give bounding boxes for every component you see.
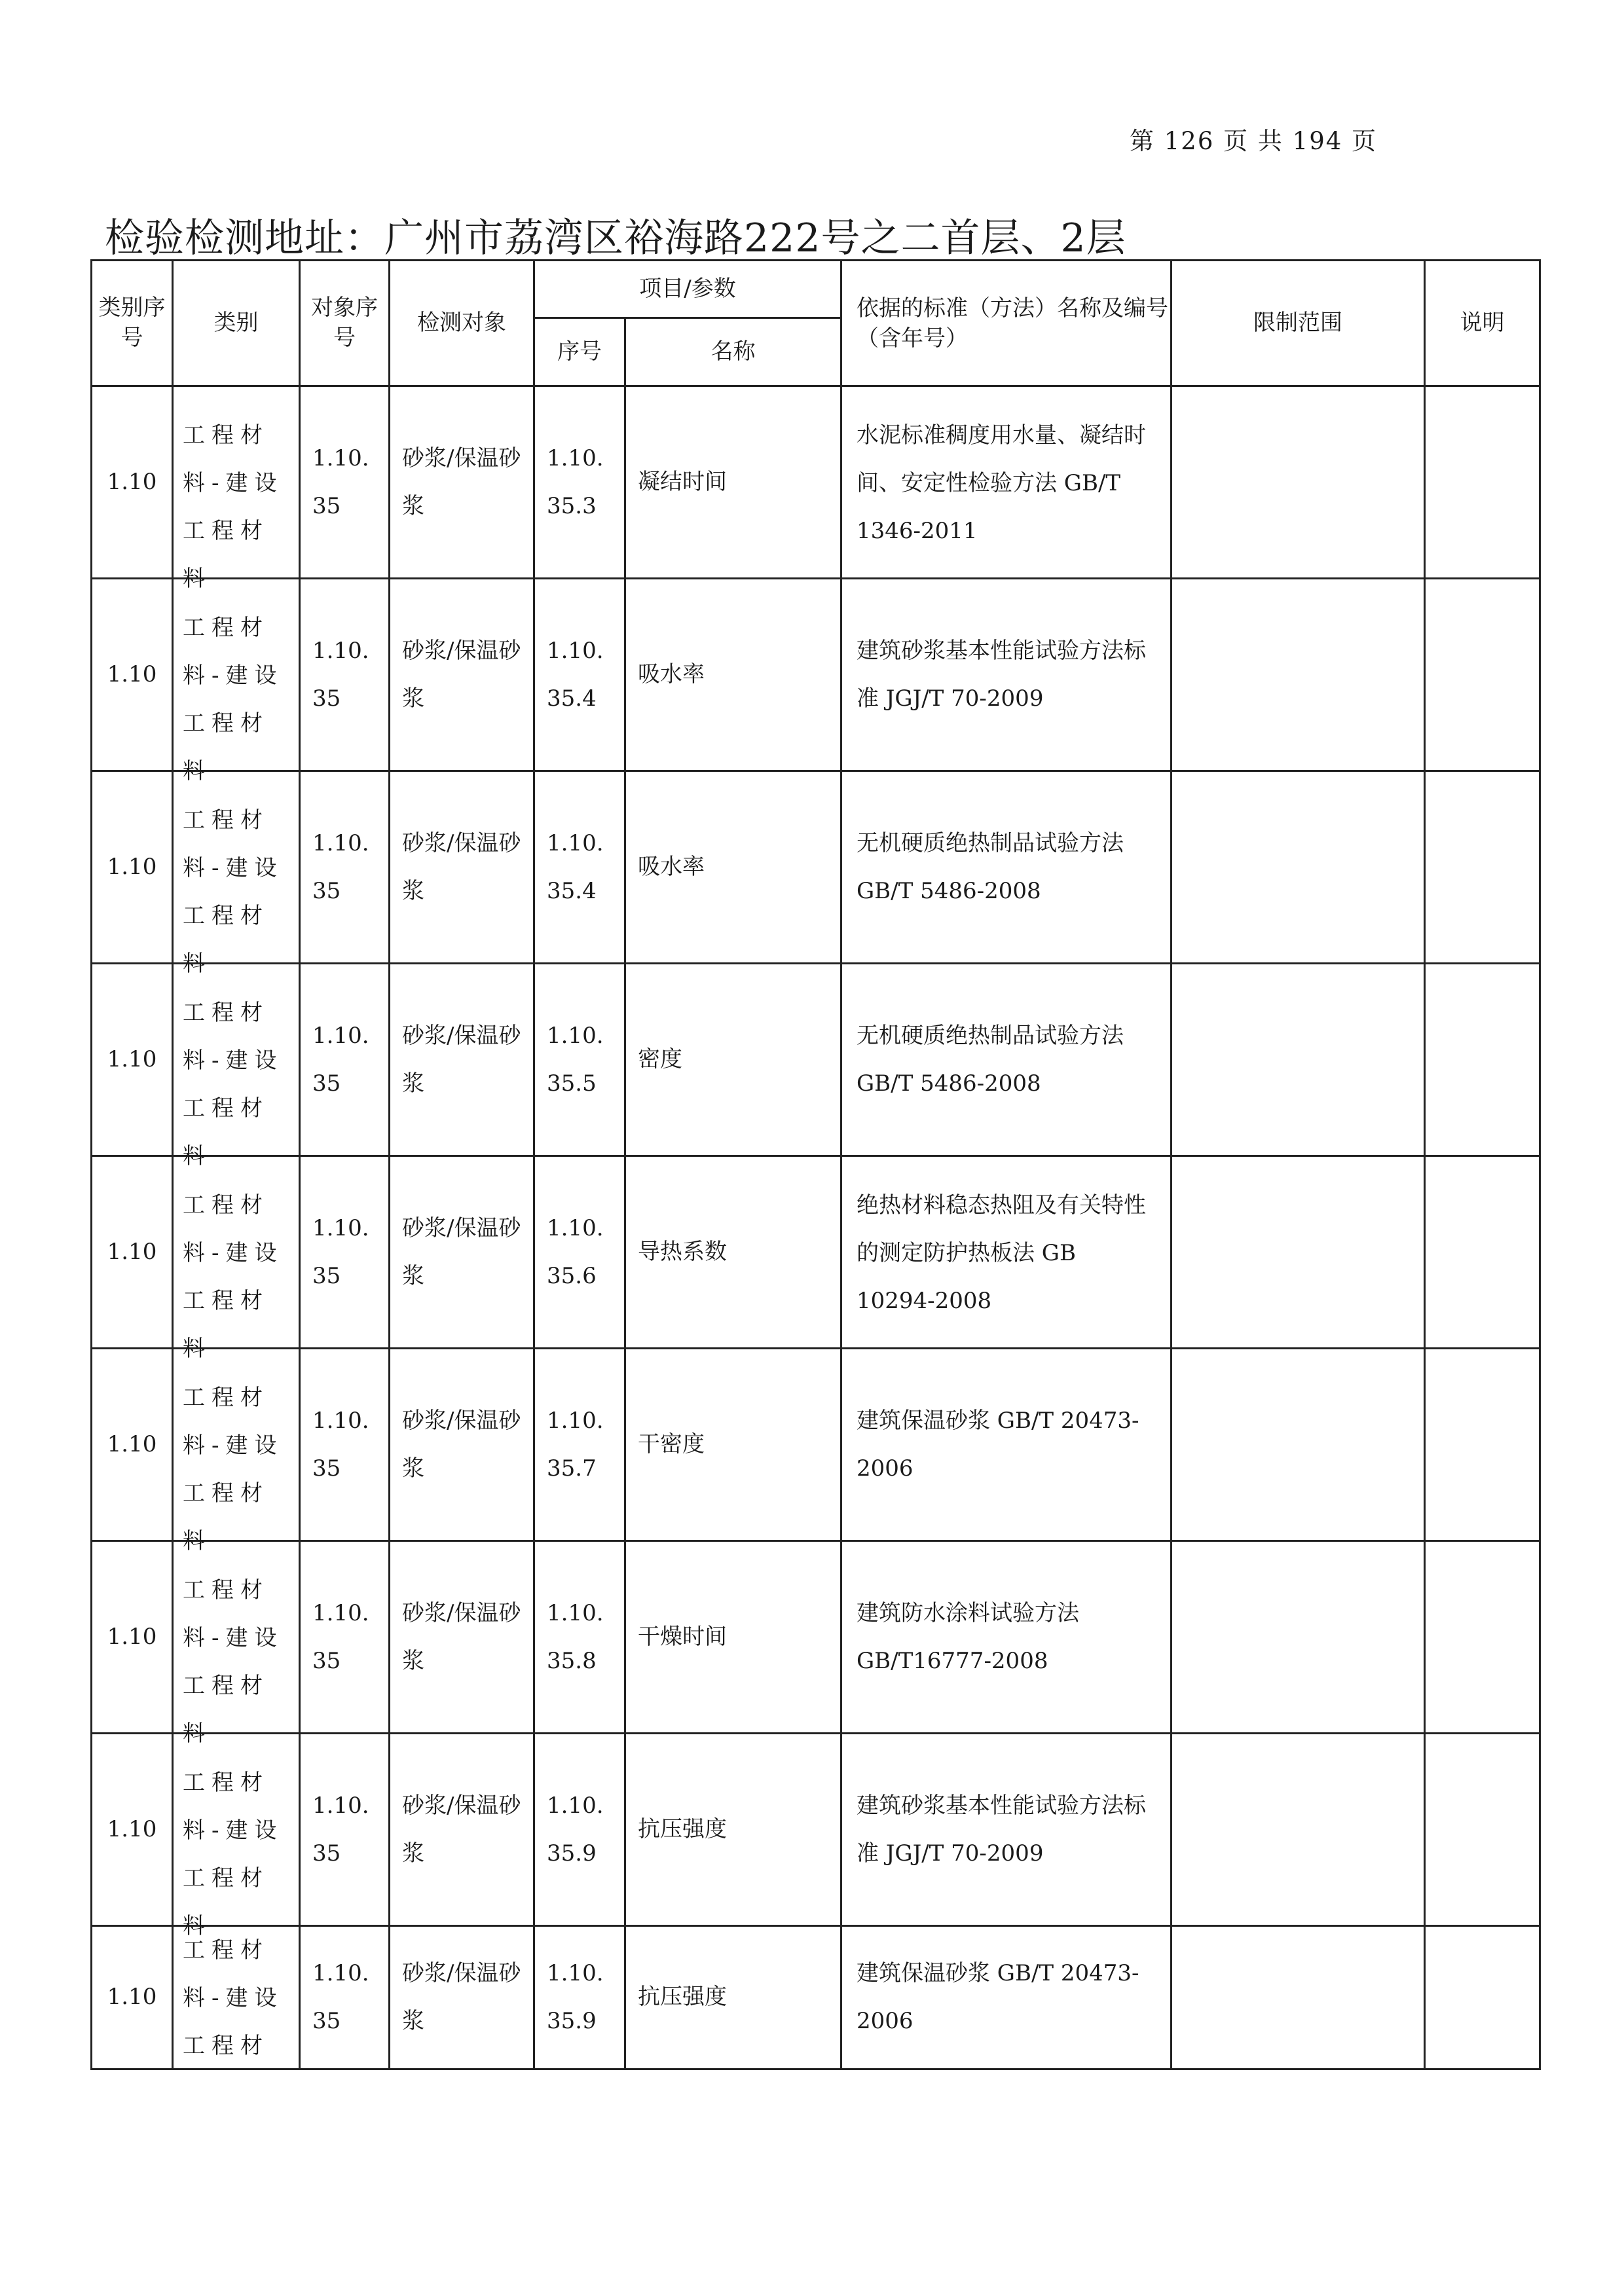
cell-item-no: [534, 771, 625, 964]
table-row: [92, 1156, 1540, 1349]
cell-item-name-text: 导热系数: [638, 1238, 727, 1265]
cell-item-name-text: 干燥时间: [638, 1623, 727, 1650]
cell-note: [1425, 1541, 1540, 1734]
cell-item-no: [534, 1349, 625, 1541]
cell-item-name-text: 凝结时间: [638, 468, 727, 495]
cell-category-no: [92, 1541, 173, 1734]
cell-object-no: [300, 1926, 390, 2069]
cell-item-name: [625, 771, 841, 964]
cell-object-text: 砂浆/保温砂浆: [402, 637, 521, 712]
cell-object-no-text: 1.10.35: [312, 829, 369, 904]
cell-note: [1425, 579, 1540, 771]
cell-object: [390, 1734, 534, 1926]
cell-object-no: [300, 579, 390, 771]
cell-limit: [1172, 1734, 1425, 1926]
table-row: [92, 579, 1540, 771]
cell-limit: [1172, 1349, 1425, 1541]
cell-limit: [1172, 386, 1425, 579]
cell-category-no-text: 1.10: [107, 1984, 157, 2011]
cell-standard: [841, 771, 1172, 964]
cell-object-no-text: 1.10.35: [312, 1792, 369, 1867]
cell-category-no: [92, 771, 173, 964]
cell-object: [390, 386, 534, 579]
cell-limit: [1172, 579, 1425, 771]
cell-item-name: [625, 579, 841, 771]
cell-standard: [841, 1926, 1172, 2069]
cell-standard: [841, 1349, 1172, 1541]
cell-standard-text: 建筑防水涂料试验方法 GB/T16777-2008: [857, 1599, 1079, 1674]
cell-item-no: [534, 1541, 625, 1734]
cell-object-no-text: 1.10.35: [312, 1214, 369, 1289]
cell-item-no-text: 1.10.35.7: [547, 1407, 604, 1482]
cell-item-no: [534, 386, 625, 579]
table-row: [92, 1734, 1540, 1926]
header-item-group: 项目/参数: [534, 261, 841, 318]
cell-standard-text: 建筑保温砂浆 GB/T 20473-2006: [857, 1407, 1139, 1482]
cell-standard: [841, 1541, 1172, 1734]
cell-item-no-text: 1.10.35.8: [547, 1599, 604, 1674]
cell-category-no: [92, 579, 173, 771]
cell-object-no-text: 1.10.35: [312, 1022, 369, 1097]
cell-item-name-text: 密度: [638, 1046, 682, 1072]
cell-category-text: 工程材料-建设工程材料: [183, 1192, 284, 1362]
cell-object: [390, 1541, 534, 1734]
table-row: [92, 1349, 1540, 1541]
cell-object-no: [300, 1541, 390, 1734]
cell-note: [1425, 964, 1540, 1156]
cell-item-name-text: 吸水率: [638, 661, 705, 687]
cell-standard-text: 无机硬质绝热制品试验方法 GB/T 5486-2008: [857, 829, 1124, 904]
cell-object-no: [300, 771, 390, 964]
cell-standard-text: 绝热材料稳态热阻及有关特性的测定防护热板法 GB 10294-2008: [857, 1192, 1146, 1314]
cell-item-name: [625, 1156, 841, 1349]
cell-category-text: 工程材料-建设工程材料: [183, 1384, 284, 1554]
cell-item-name-text: 吸水率: [638, 853, 705, 880]
cell-object-no: [300, 1734, 390, 1926]
cell-category-no: [92, 1156, 173, 1349]
scope-table: [90, 259, 1541, 2070]
cell-item-name: [625, 386, 841, 579]
cell-category-no-text: 1.10: [107, 468, 157, 495]
cell-category-no-text: 1.10: [107, 1815, 157, 1842]
cell-category: [173, 1734, 300, 1939]
cell-category-text: 工程材料-建设工程材料: [183, 1576, 284, 1747]
testing-address: 检验检测地址：广州市荔湾区裕海路222号之二首层、2层: [105, 215, 1126, 261]
cell-category-no-text: 1.10: [107, 1238, 157, 1265]
table-row: [92, 386, 1540, 579]
cell-category: [173, 1926, 300, 2069]
cell-category-no: [92, 386, 173, 579]
cell-category-no: [92, 1734, 173, 1926]
cell-limit: [1172, 1541, 1425, 1734]
cell-category: [173, 1541, 300, 1747]
cell-note: [1425, 386, 1540, 579]
cell-standard-text: 无机硬质绝热制品试验方法 GB/T 5486-2008: [857, 1022, 1124, 1097]
cell-object-text: 砂浆/保温砂浆: [402, 445, 521, 519]
cell-object-no-text: 1.10.35: [312, 637, 369, 712]
page-number: 第 126 页 共 194 页: [1130, 127, 1378, 155]
cell-limit: [1172, 1156, 1425, 1349]
cell-object: [390, 1349, 534, 1541]
cell-category-no-text: 1.10: [107, 853, 157, 880]
cell-category-no: [92, 964, 173, 1156]
header-category-no: 类别序号: [92, 261, 173, 386]
cell-item-no-text: 1.10.35.4: [547, 637, 604, 712]
cell-item-no: [534, 1156, 625, 1349]
cell-item-name: [625, 1349, 841, 1541]
cell-note: [1425, 1734, 1540, 1926]
cell-item-no-text: 1.10.35.5: [547, 1022, 604, 1097]
cell-category-no-text: 1.10: [107, 1430, 157, 1457]
cell-note: [1425, 1926, 1540, 2069]
cell-object-no: [300, 1156, 390, 1349]
cell-item-no: [534, 1926, 625, 2069]
cell-item-no-text: 1.10.35.6: [547, 1214, 604, 1289]
cell-item-name: [625, 1734, 841, 1926]
header-object-no: 对象序号: [300, 261, 390, 386]
cell-category-no: [92, 1926, 173, 2069]
header-note: 说明: [1425, 261, 1540, 386]
cell-category: [173, 579, 300, 784]
cell-standard: [841, 1156, 1172, 1349]
table-row: [92, 1541, 1540, 1734]
cell-limit: [1172, 964, 1425, 1156]
cell-category-text: 工程材料-建设工程材料: [183, 807, 284, 977]
cell-category-no: [92, 1349, 173, 1541]
header-item-name: 名称: [625, 318, 841, 386]
cell-object: [390, 771, 534, 964]
table-row: [92, 964, 1540, 1156]
cell-object: [390, 579, 534, 771]
cell-category-text: 工程材料-建设工程材料: [183, 614, 284, 784]
header-category: 类别: [173, 261, 300, 386]
cell-category-text: 工程材料-建设工程材料: [183, 422, 284, 592]
cell-object-text: 砂浆/保温砂浆: [402, 1599, 521, 1674]
cell-item-name-text: 抗压强度: [638, 1984, 727, 2011]
cell-object: [390, 1926, 534, 2069]
cell-item-name: [625, 1926, 841, 2069]
cell-object-no: [300, 386, 390, 579]
cell-item-name: [625, 964, 841, 1156]
cell-category-text: 工程材料-建设工程材料: [183, 1769, 284, 1939]
cell-standard-text: 建筑保温砂浆 GB/T 20473-2006: [857, 1960, 1139, 2034]
cell-standard-text: 水泥标准稠度用水量、凝结时间、安定性检验方法 GB/T 1346-2011: [857, 422, 1146, 544]
cell-note: [1425, 1156, 1540, 1349]
cell-note: [1425, 771, 1540, 964]
cell-category: [173, 386, 300, 592]
header-standard: 依据的标准（方法）名称及编号（含年号）: [841, 261, 1172, 386]
cell-item-no-text: 1.10.35.9: [547, 1960, 604, 2034]
cell-category: [173, 1349, 300, 1554]
header-object: 检测对象: [390, 261, 534, 386]
cell-standard: [841, 1734, 1172, 1926]
cell-item-no: [534, 964, 625, 1156]
cell-standard-text: 建筑砂浆基本性能试验方法标准 JGJ/T 70-2009: [857, 1792, 1146, 1867]
cell-category: [173, 771, 300, 977]
cell-object-no-text: 1.10.35: [312, 1599, 369, 1674]
cell-object-no: [300, 964, 390, 1156]
cell-item-no: [534, 579, 625, 771]
cell-object-text: 砂浆/保温砂浆: [402, 1214, 521, 1289]
cell-limit: [1172, 771, 1425, 964]
cell-category: [173, 964, 300, 1169]
cell-object-no-text: 1.10.35: [312, 1407, 369, 1482]
cell-item-no-text: 1.10.35.9: [547, 1792, 604, 1867]
cell-item-no-text: 1.10.35.3: [547, 445, 604, 519]
cell-object-text: 砂浆/保温砂浆: [402, 829, 521, 904]
cell-object-no-text: 1.10.35: [312, 445, 369, 519]
cell-limit: [1172, 1926, 1425, 2069]
cell-item-name-text: 干密度: [638, 1430, 705, 1457]
cell-object: [390, 964, 534, 1156]
cell-object-text: 砂浆/保温砂浆: [402, 1407, 521, 1482]
header-limit: 限制范围: [1172, 261, 1425, 386]
header-item-no: 序号: [534, 318, 625, 386]
cell-object-text: 砂浆/保温砂浆: [402, 1022, 521, 1097]
cell-item-no-text: 1.10.35.4: [547, 829, 604, 904]
table-row: [92, 771, 1540, 964]
cell-standard: [841, 386, 1172, 579]
cell-item-no: [534, 1734, 625, 1926]
cell-category-text: 工程材料-建设工程材料: [183, 999, 284, 1169]
cell-item-name: [625, 1541, 841, 1734]
cell-category-no-text: 1.10: [107, 661, 157, 687]
cell-category-no-text: 1.10: [107, 1046, 157, 1072]
cell-standard: [841, 964, 1172, 1156]
cell-category-no-text: 1.10: [107, 1623, 157, 1650]
cell-category-text: 工程材料-建设工程材: [183, 1937, 284, 2059]
table-row: [92, 1926, 1540, 2069]
cell-note: [1425, 1349, 1540, 1541]
cell-standard: [841, 579, 1172, 771]
cell-standard-text: 建筑砂浆基本性能试验方法标准 JGJ/T 70-2009: [857, 637, 1146, 712]
cell-object-no-text: 1.10.35: [312, 1960, 369, 2034]
cell-object-text: 砂浆/保温砂浆: [402, 1792, 521, 1867]
cell-object: [390, 1156, 534, 1349]
cell-item-name-text: 抗压强度: [638, 1815, 727, 1842]
cell-category: [173, 1156, 300, 1362]
cell-object-no: [300, 1349, 390, 1541]
cell-object-text: 砂浆/保温砂浆: [402, 1960, 521, 2034]
